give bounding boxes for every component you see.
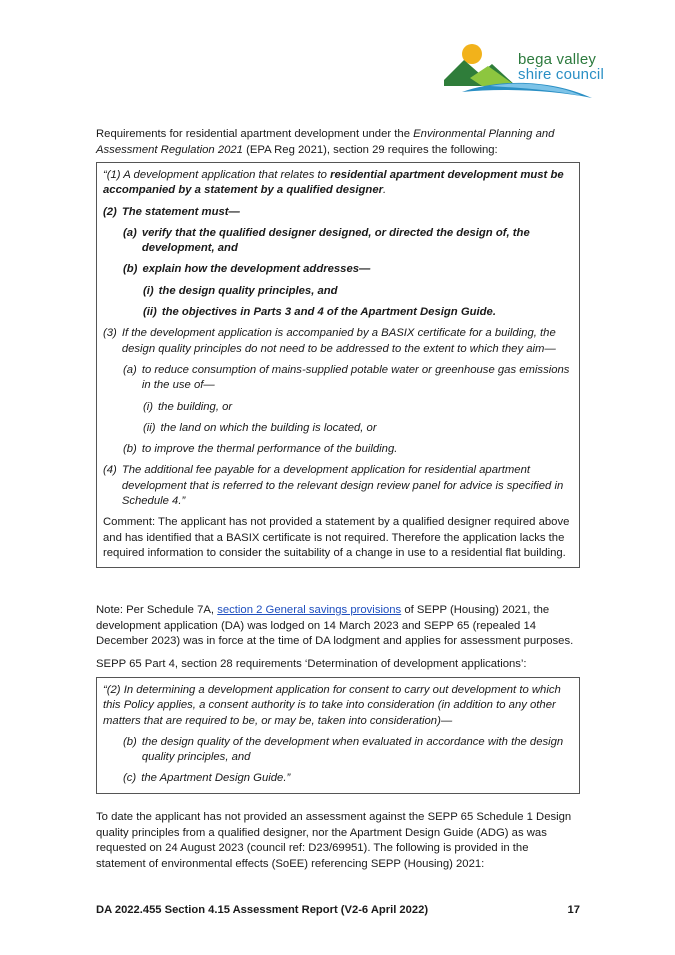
logo-text [518, 52, 604, 82]
note-paragraph: Note: Per Schedule 7A, section 2 General savings provisions of SEPP (Housing) 2021, the development application (DA) was lodged on 14 March 2023 and SEPP 65 (repealed 14 December 2023) was in force at the time of DA lodgment and applies for assessment purposes. [96, 604, 574, 647]
sepp-quote-box [96, 677, 580, 794]
savings-provisions-link[interactable]: section 2 General savings provisions [217, 604, 402, 616]
page-number: 17 [567, 904, 580, 916]
regulation-quote-box [96, 162, 580, 568]
clause-1: “(1) A development application that relates to residential apartment development must be accompanied by a statement by a qualified designer. [103, 169, 564, 197]
clause-2b-i: (i) the design quality principles, and [143, 284, 338, 297]
comment-paragraph: Comment: The applicant has not provided a statement by a qualified designer required above and has identified that a BASIX certificate is not required. Therefore the application lacks the required information to consider the suitability of a change in use to a residential flat building. [103, 516, 570, 559]
clause-4: (4) The additional fee payable for a development application for residential apartment development that is referred to the relevant design review panel for advice is specified in Schedule 4.” [103, 464, 564, 508]
clause-2: (2) The statement must— [103, 205, 240, 218]
page-footer [96, 904, 580, 916]
clause-3a: (a) to reduce consumption of mains-supplied potable water or greenhouse gas emissions in the use of— [123, 363, 570, 392]
sepp-clause-2b: (b) the design quality of the development when evaluated in accordance with the design quality principles, and [123, 735, 564, 764]
clause-3a-i: (i) the building, or [143, 400, 233, 413]
intro-text-a: Requirements for residential apartment development under the [96, 128, 414, 140]
logo-line-1: bega valley [518, 51, 597, 68]
sepp-clause-2c: (c) the Apartment Design Guide.” [123, 772, 291, 785]
clause-2b: (b) explain how the development addresses— [123, 263, 371, 276]
clause-2a: (a) verify that the qualified designer designed, or directed the design of, the development, and [123, 226, 530, 255]
clause-3a-ii: (ii) the land on which the building is located, or [143, 421, 377, 434]
sepp-paragraph: SEPP 65 Part 4, section 28 requirements ‘Determination of development applications’: [96, 658, 527, 670]
intro-regulation-name: Environmental Planning and Assessment Regulation 2021 [96, 128, 555, 156]
intro-text-c: (EPA Reg 2021), section 29 requires the following: [242, 143, 498, 156]
closing-paragraph: To date the applicant has not provided an assessment against the SEPP 65 Schedule 1 Design quality principles from a qualified designer, nor the Apartment Design Guide (ADG) as was requested on 24 August 2023 (council ref: D23/69951). The following is provided in the statement of environmental effects (SoEE) referencing SEPP (Housing) 2021: [96, 811, 572, 870]
intro-paragraph [96, 127, 580, 158]
footer-title: DA 2022.455 Section 4.15 Assessment Report (V2-6 April 2022) [96, 904, 429, 916]
sepp-clause-2: “(2) In determining a development application for consent to carry out development to which this Policy applies, a consent authority is to take into consideration (in addition to any other matters that are required to be, or may be, taken into consideration)— [103, 684, 561, 727]
clause-2b-ii: (ii) the objectives in Parts 3 and 4 of the Apartment Design Guide. [143, 306, 496, 319]
logo-line-2: shire council [518, 66, 604, 83]
clause-3: (3) If the development application is accompanied by a BASIX certificate for a building, the design quality principles do not need to be addressed to the extent to which they aim— [103, 327, 556, 355]
clause-3b: (b) to improve the thermal performance of the building. [123, 443, 398, 456]
